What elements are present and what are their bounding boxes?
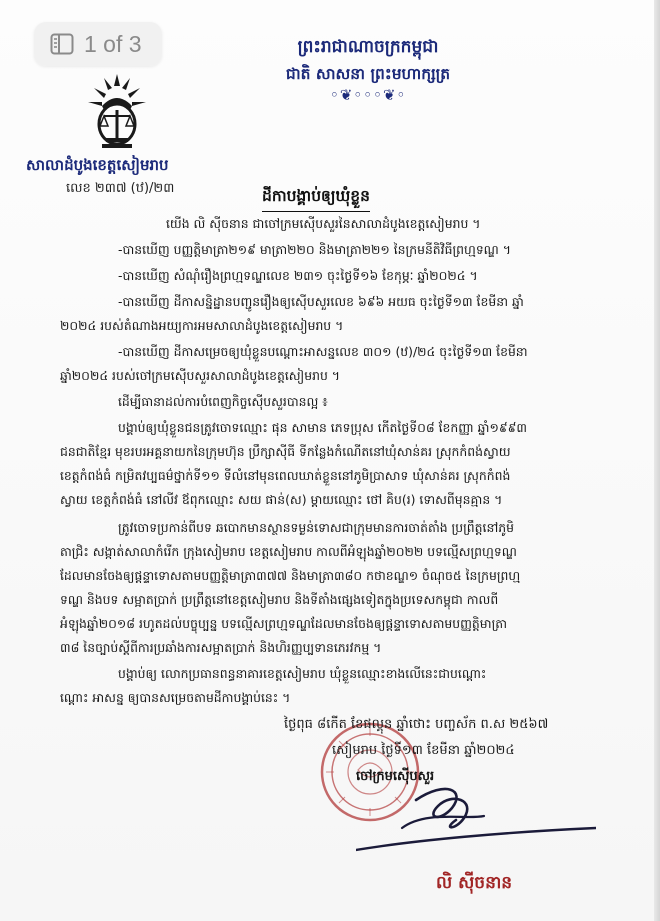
body-line: អំឡុងឆ្នាំ២០១៨ រហូតដល់បច្ចុប្បន្ន បទល្មើសព្រហ្មទណ្ឌដែលមានចែងឲ្យផ្ដន្ទាទោសតាមបញ្ញត្តិមាត្រា <box>60 616 508 631</box>
body-line: -បានឃើញ បញ្ញត្តិមាត្រា២១៩ មាត្រា២២០ និងមាត្រា២២១ នៃក្រមនីតិវិធីព្រហ្មទណ្ឌ ។ <box>118 242 511 257</box>
body-line: ណ្ដោះ អាសន្ន ឲ្យបានសម្រេចតាមដីកាបង្គាប់នេះ ។ <box>60 690 291 705</box>
sidebar-panel-icon[interactable] <box>50 33 74 55</box>
page-counter-label: 1 of 3 <box>84 30 142 57</box>
page-edge <box>654 0 660 921</box>
signer-role: ចៅក្រមស៊ើបសួរ <box>356 769 435 784</box>
body-line: ២០២៤ របស់តំណាងអយ្យការអមសាលាដំបូងខេត្តសៀមរាប ។ <box>60 318 344 333</box>
lunar-date: ថ្ងៃពុធ ៨កើត ខែផល្គុន ឆ្នាំថោះ បញ្ចស័ក ព.ស ២៥៦៧ <box>284 717 549 732</box>
handwritten-signature <box>356 770 596 860</box>
court-name: សាលាដំបូងខេត្តសៀមរាប <box>26 156 169 174</box>
header-ornament: ◦❦◦◦◦❦◦ <box>330 86 407 104</box>
body-line: -បានឃើញ សំណុំរឿងព្រហ្មទណ្ឌលេខ ២៣១ ចុះថ្ងៃទី១៦ ខែកុម្ភៈ ឆ្នាំ២០២៤ ។ <box>118 268 478 283</box>
body-line: ដើម្បីធានាដល់ការបំពេញកិច្ចស៊ើបសួរបានល្អ ៖ <box>118 394 328 409</box>
kingdom-heading: ព្រះរាជាណាចក្រកម្ពុជា <box>297 37 439 57</box>
body-line: ទណ្ឌ និងបទ សម្អាតប្រាក់ ប្រព្រឹត្តនៅខេត្តសៀមរាប និងទីតាំងផ្សេងទៀតក្នុងប្រទេសកម្ពុជា កាលពី <box>60 592 499 607</box>
body-line: បង្គាប់ឲ្យ លោកប្រធានពន្ធនាគារខេត្តសៀមរាប ឃុំខ្លួនឈ្មោះខាងលើនេះជាបណ្ដោះ <box>118 666 487 681</box>
body-line: ស្វាយ ខេត្តកំពង់ធំ នៅលីវ ឪពុកឈ្មោះ សយ ផាន់(ស) ម្ដាយឈ្មោះ ថៅ គិប(រ) ទោសពីមុនគ្មាន ។ <box>60 492 503 507</box>
motto-heading: ជាតិ សាសនា ព្រះមហាក្សត្រ <box>285 65 451 83</box>
body-line: តាជ្រិះ សង្កាត់សាលាកំរើក ក្រុងសៀមរាប ខេត្តសៀមរាប កាលពីអំឡុងឆ្នាំ២០២២ បទល្មើសព្រហ្មទណ្ឌ <box>60 544 517 559</box>
body-line: ដែលមានចែងឲ្យផ្ដន្ទាទោសតាមបញ្ញត្តិមាត្រា៣៧៧ និងមាត្រា៣៨០ កថាខណ្ឌ១ ចំណុច៥ នៃក្រមព្រហ្ម <box>60 568 521 583</box>
body-line: -បានឃើញ ដីកាសន្និដ្ឋានបញ្ជូនរឿងឲ្យស៊ើបសួរលេខ ៦៩៦ អយធ ចុះថ្ងៃទី១៣ ខែមីនា ឆ្នាំ <box>118 294 524 309</box>
body-line: -បានឃើញ ដីកាសម្រេចឲ្យឃុំខ្លួនបណ្ដោះអាសន្នលេខ ៣០១ (ឋ)/២៤ ចុះថ្ងៃទី១៣ ខែមីនា <box>118 344 528 359</box>
page-counter[interactable] <box>34 22 162 66</box>
signer-name: លិ ស៊ីចនាន <box>436 873 513 893</box>
body-line: ឆ្នាំ២០២៤ របស់ចៅក្រមស៊ើបសួរសាលាដំបូងខេត្តសៀមរាប ។ <box>60 368 340 383</box>
solar-date: សៀមរាប ថ្ងៃទី១៣ ខែមីនា ឆ្នាំ២០២៤ <box>332 743 515 758</box>
reference-number: លេខ ២៣៧ (ឋ)/២៣ <box>66 181 175 196</box>
body-line: ខេត្តកំពង់ធំ កម្រិតវប្បធម៌ថ្នាក់ទី១១ ទីលំនៅមុនពេលឃាត់ខ្លួននៅភូមិប្រាសាទ ឃុំសាន់គរ ស្រុកកំពង់ <box>60 468 511 483</box>
body-line: បង្គាប់ឲ្យឃុំខ្លួនជនត្រូវចោទឈ្មោះ ផុន សាមាន ភេទប្រុស កើតថ្ងៃទី០៨ ខែកញ្ញា ឆ្នាំ១៩៩៣ <box>118 420 527 435</box>
body-line: ជនជាតិខ្មែរ មុខរបរអគ្គនាយកនៃក្រុមហ៊ុន ប្រឹក្សាសុីធី ទីកន្លែងកំណើតនៅឃុំសាន់គរ ស្រុកកំពង់ស្វាយ <box>60 444 511 459</box>
court-emblem-icon <box>84 72 150 152</box>
document-title: ដីកាបង្គាប់ឲ្យឃុំខ្លួន <box>262 186 370 212</box>
body-line: ត្រូវចោទប្រកាន់ពីបទ ឆបោកមានស្ថានទម្ងន់ទោសជាក្រុមមានការចាត់តាំង ប្រព្រឹត្តនៅភូមិ <box>118 520 514 535</box>
body-line: យើង លិ ស៊ីចនាន ជាចៅក្រមស៊ើបសួរនៃសាលាដំបូងខេត្តសៀមរាប ។ <box>166 216 481 231</box>
body-line: ៣៨ នៃច្បាប់ស្ដីពីការប្រឆាំងការសម្អាតប្រាក់ និងហិរញ្ញប្បទានភេរវកម្ម ។ <box>60 640 382 655</box>
